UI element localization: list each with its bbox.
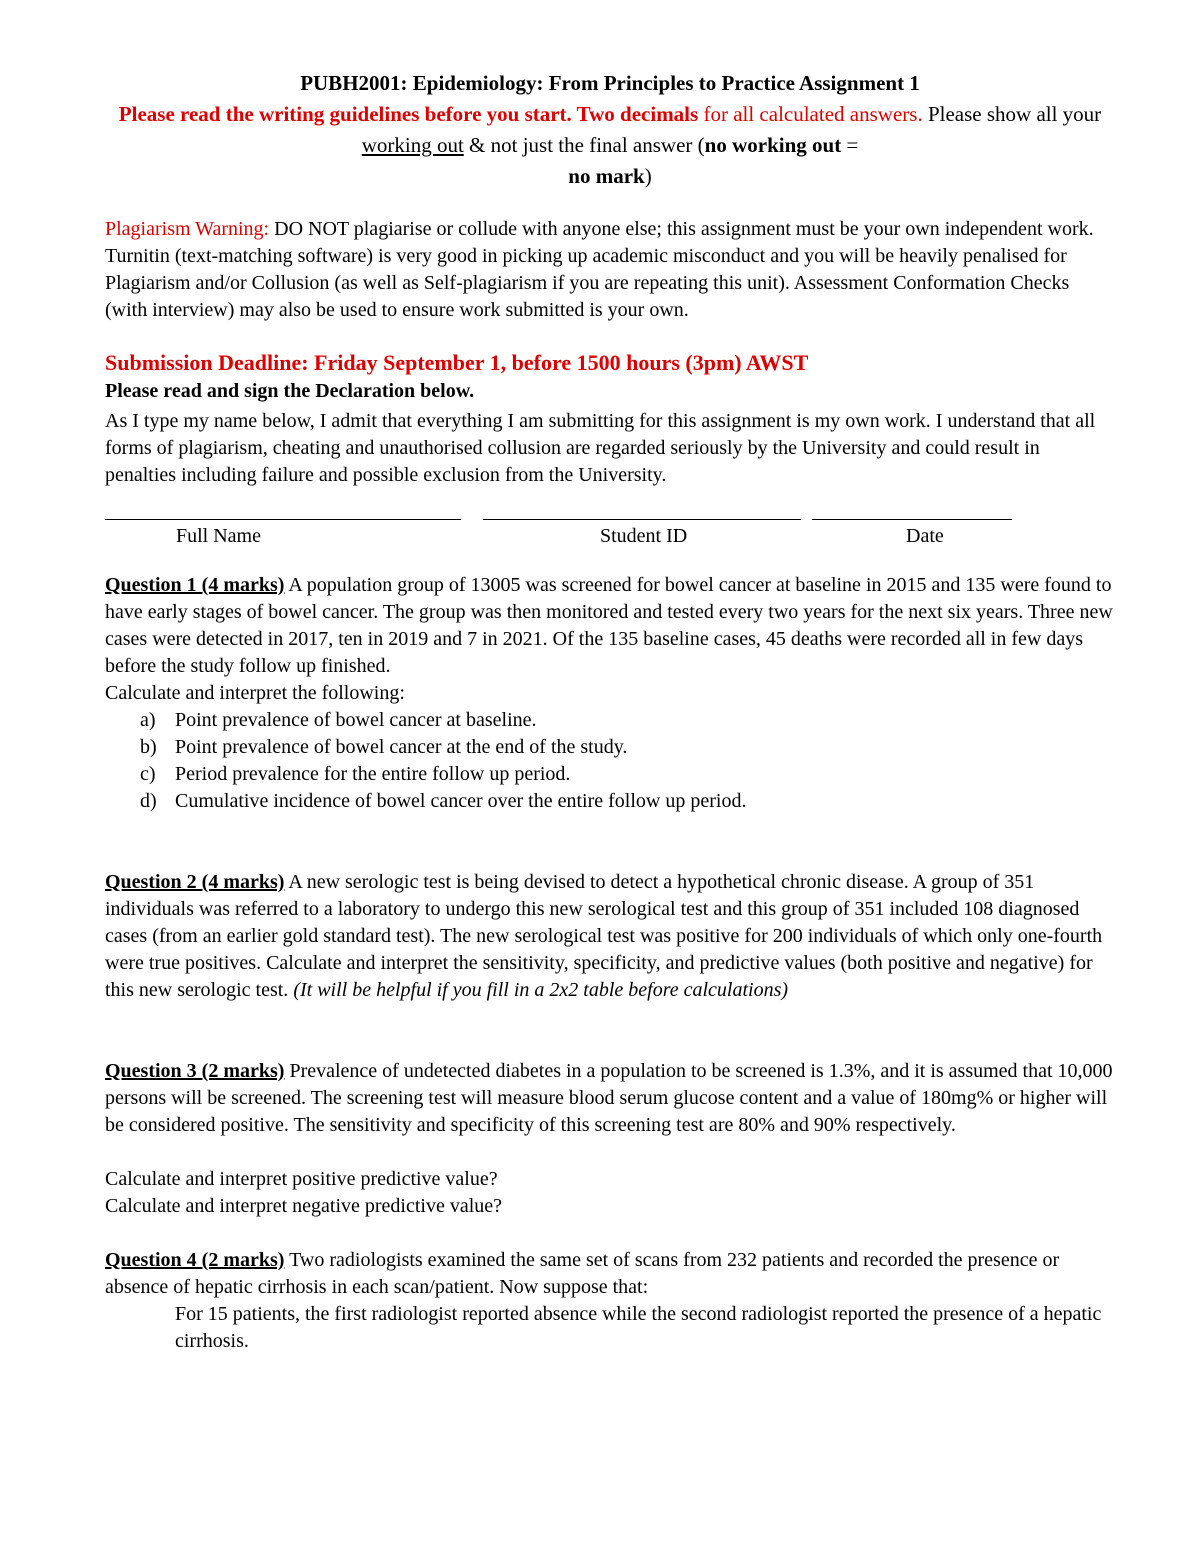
date-label: Date <box>906 525 944 547</box>
plagiarism-warning <box>105 216 1115 324</box>
assignment-page <box>105 68 1115 1355</box>
question-1-text: A population group of 13005 was screened for bowel cancer at baseline in 2015 and 135 were found to have early stages of bowel cancer. The group was then monitored and tested every two years for the next six years. Three new cases were detected in 2017, ten in 2019 and 7 in 2021. Of the 135 baseline cases, 45 deaths were recorded all in few days before the study follow up finished. <box>105 574 1113 677</box>
question-2-heading: Question 2 (4 marks) <box>105 871 285 893</box>
signature-row <box>105 519 1115 559</box>
question-4-indent: For 15 patients, the first radiologist reported absence while the second radiologist reported the presence of a hepatic cirrhosis. <box>175 1303 1102 1352</box>
declaration-text: As I type my name below, I admit that everything I am submitting for this assignment is my own work. I understand that all forms of plagiarism, cheating and unauthorised collusion are regarded seriously by the University and could result in penalties including failure and possible exclusion from the University. <box>105 410 1096 486</box>
question-2-text: A new serologic test is being devised to detect a hypothetical chronic disease. A group of 351 individuals was referred to a laboratory to undergo this new serological test and this group of 351 included 108 diagnosed cases (from an earlier gold standard test). The new serological test was positive for 200 individuals of which only one-fourth were true positives. Calculate and interpret the sensitivity, specificity, and predictive values (both positive and negative) for this new serologic test. <box>105 871 1103 1001</box>
full-name-label: Full Name <box>176 525 261 547</box>
question-2-hint: (It will be helpful if you fill in a 2x2 table before calculations) <box>293 979 789 1001</box>
question-3-text: Prevalence of undetected diabetes in a population to be screened is 1.3%, and it is assumed that 10,000 persons will be screened. The screening test will measure blood serum glucose content and a value of 180mg% or higher will be considered positive. The sensitivity and specificity of this screening test are 80% and 90% respectively. <box>105 1060 1113 1136</box>
question-1-list <box>105 707 1115 815</box>
submission-deadline: Submission Deadline: Friday September 1, before 1500 hours (3pm) AWST <box>105 350 809 375</box>
instruction-red-normal: for all calculated <box>698 102 845 126</box>
plagiarism-text: DO NOT plagiarise or collude with anyone else; this assignment must be your own independent work. Turnitin (text-matching software) is very good in picking up academic misconduct and you will be heavily penalised for Plagiarism and/or Collusion (as well as Self-plagiarism if you are repeating this unit). Assessment Conformation Checks (with interview) may also be used to ensure work submitted is your own. <box>105 218 1094 321</box>
question-2 <box>105 869 1115 1004</box>
instruction-black: Please show all your <box>922 102 1102 126</box>
plagiarism-label: Plagiarism Warning: <box>105 218 270 240</box>
list-item: a) Point prevalence of bowel cancer at baseline. <box>140 709 537 731</box>
question-3-line-2: Calculate and interpret negative predictive value? <box>105 1195 503 1217</box>
instruction-close: ) <box>644 164 652 188</box>
list-item: b) Point prevalence of bowel cancer at the end of the study. <box>140 736 628 758</box>
instruction-black-2: & not just the final answer ( <box>463 133 705 157</box>
question-4-heading: Question 4 (2 marks) <box>105 1249 285 1271</box>
question-1 <box>105 572 1115 680</box>
question-3 <box>105 1058 1115 1139</box>
question-1-prompt: Calculate and interpret the following: <box>105 682 405 704</box>
student-id-line[interactable] <box>483 519 801 520</box>
instruction-working-out: working out <box>361 133 464 157</box>
question-4 <box>105 1247 1115 1301</box>
student-id-label: Student ID <box>600 525 688 547</box>
question-3-line-1: Calculate and interpret positive predictive value? <box>105 1168 498 1190</box>
question-1-heading: Question 1 (4 marks) <box>105 574 285 596</box>
page-title: PUBH2001: Epidemiology: From Principles to Practice Assignment 1 <box>300 71 920 95</box>
question-3-heading: Question 3 (2 marks) <box>105 1060 285 1082</box>
full-name-line[interactable] <box>105 519 461 520</box>
declaration-heading: Please read and sign the Declaration below. <box>105 380 475 402</box>
instruction-red-answers: answers. <box>849 102 923 126</box>
list-item: d) Cumulative incidence of bowel cancer over the entire follow up period. <box>140 790 747 812</box>
date-line[interactable] <box>812 519 1012 520</box>
question-4-text: Two radiologists examined the same set of scans from 232 patients and recorded the presence or absence of hepatic cirrhosis in each scan/patient. Now suppose that: <box>105 1249 1060 1298</box>
instruction-no-mark: no mark <box>568 164 645 188</box>
instruction-red-bold: Please read the writing guidelines before you start. Two decimals <box>118 102 699 126</box>
instructions <box>105 99 1115 192</box>
instruction-no-working: no working out <box>704 133 842 157</box>
instruction-eq: = <box>841 133 859 157</box>
list-item: c) Period prevalence for the entire follow up period. <box>140 763 571 785</box>
